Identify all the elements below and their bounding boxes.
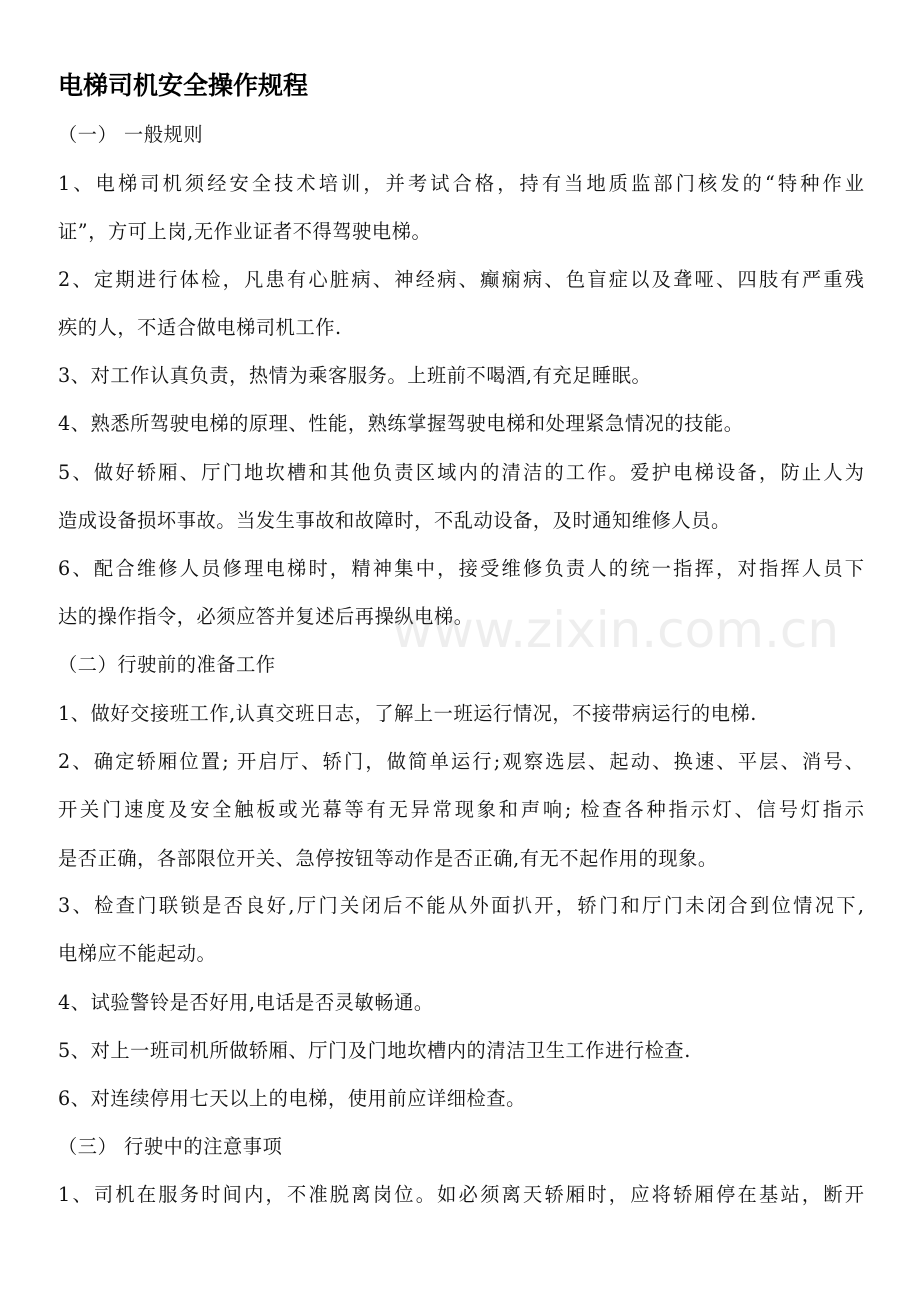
paragraph-line: 2、确定轿厢位置; 开启厅、轿门，做简单运行;观察选层、起动、换速、平层、消号、	[58, 750, 864, 773]
paragraph-line: 4、试验警铃是否好用,电话是否灵敏畅通。	[58, 991, 434, 1014]
paragraph-line: 6、配合维修人员修理电梯时，精神集中，接受维修负责人的统一指挥，对指挥人员下	[58, 557, 864, 580]
paragraph-line: 开关门速度及安全触板或光幕等有无异常现象和声响; 检查各种指示灯、信号灯指示	[58, 798, 864, 821]
paragraph-line: 疾的人，不适合做电梯司机工作.	[58, 316, 342, 339]
paragraph-line: 3、对工作认真负责，热情为乘客服务。上班前不喝酒,有充足睡眠。	[58, 364, 652, 387]
paragraph-line: 电梯应不能起动。	[58, 942, 217, 965]
section-heading: （二）行驶前的准备工作	[58, 653, 276, 676]
paragraph-line: 6、对连续停用七天以上的电梯，使用前应详细检查。	[58, 1087, 526, 1110]
section-heading: （一） 一般规则	[58, 123, 204, 146]
document-title: 电梯司机安全操作规程	[58, 71, 309, 100]
paragraph-line: 是否正确，各部限位开关、急停按钮等动作是否正确,有无不起作用的现象。	[58, 847, 718, 870]
paragraph-line: 3、检查门联锁是否良好,厅门关闭后不能从外面扒开，轿门和厅门未闭合到位情况下,	[58, 894, 864, 917]
paragraph-line: 1、做好交接班工作,认真交班日志，了解上一班运行情况，不接带病运行的电梯.	[58, 702, 757, 725]
section-heading: （三） 行驶中的注意事项	[58, 1135, 283, 1158]
paragraph-line: 造成设备损坏事故。当发生事故和故障时，不乱动设备，及时通知维修人员。	[58, 509, 731, 532]
paragraph-line: 2、定期进行体检，凡患有心脏病、神经病、癫痫病、色盲症以及聋哑、四肢有严重残	[58, 268, 864, 291]
watermark: www.zixin.com.cn	[392, 601, 840, 659]
paragraph-line: 证”，方可上岗,无作业证者不得驾驶电梯。	[58, 220, 432, 243]
paragraph-line: 4、熟悉所驾驶电梯的原理、性能，熟练掌握驾驶电梯和处理紧急情况的技能。	[58, 412, 744, 435]
paragraph-line: 5、对上一班司机所做轿厢、厅门及门地坎槽内的清洁卫生工作进行检查.	[58, 1039, 691, 1062]
paragraph-line: 达的操作指令，必须应答并复述后再操纵电梯。	[58, 605, 474, 628]
paragraph-line: 1、电梯司机须经安全技术培训，并考试合格，持有当地质监部门核发的“特种作业	[58, 172, 864, 195]
paragraph-line: 1、司机在服务时间内，不准脱离岗位。如必须离天轿厢时，应将轿厢停在基站，断开	[58, 1183, 864, 1206]
paragraph-line: 5、做好轿厢、厅门地坎槽和其他负责区域内的清洁的工作。爱护电梯设备，防止人为	[58, 461, 864, 484]
